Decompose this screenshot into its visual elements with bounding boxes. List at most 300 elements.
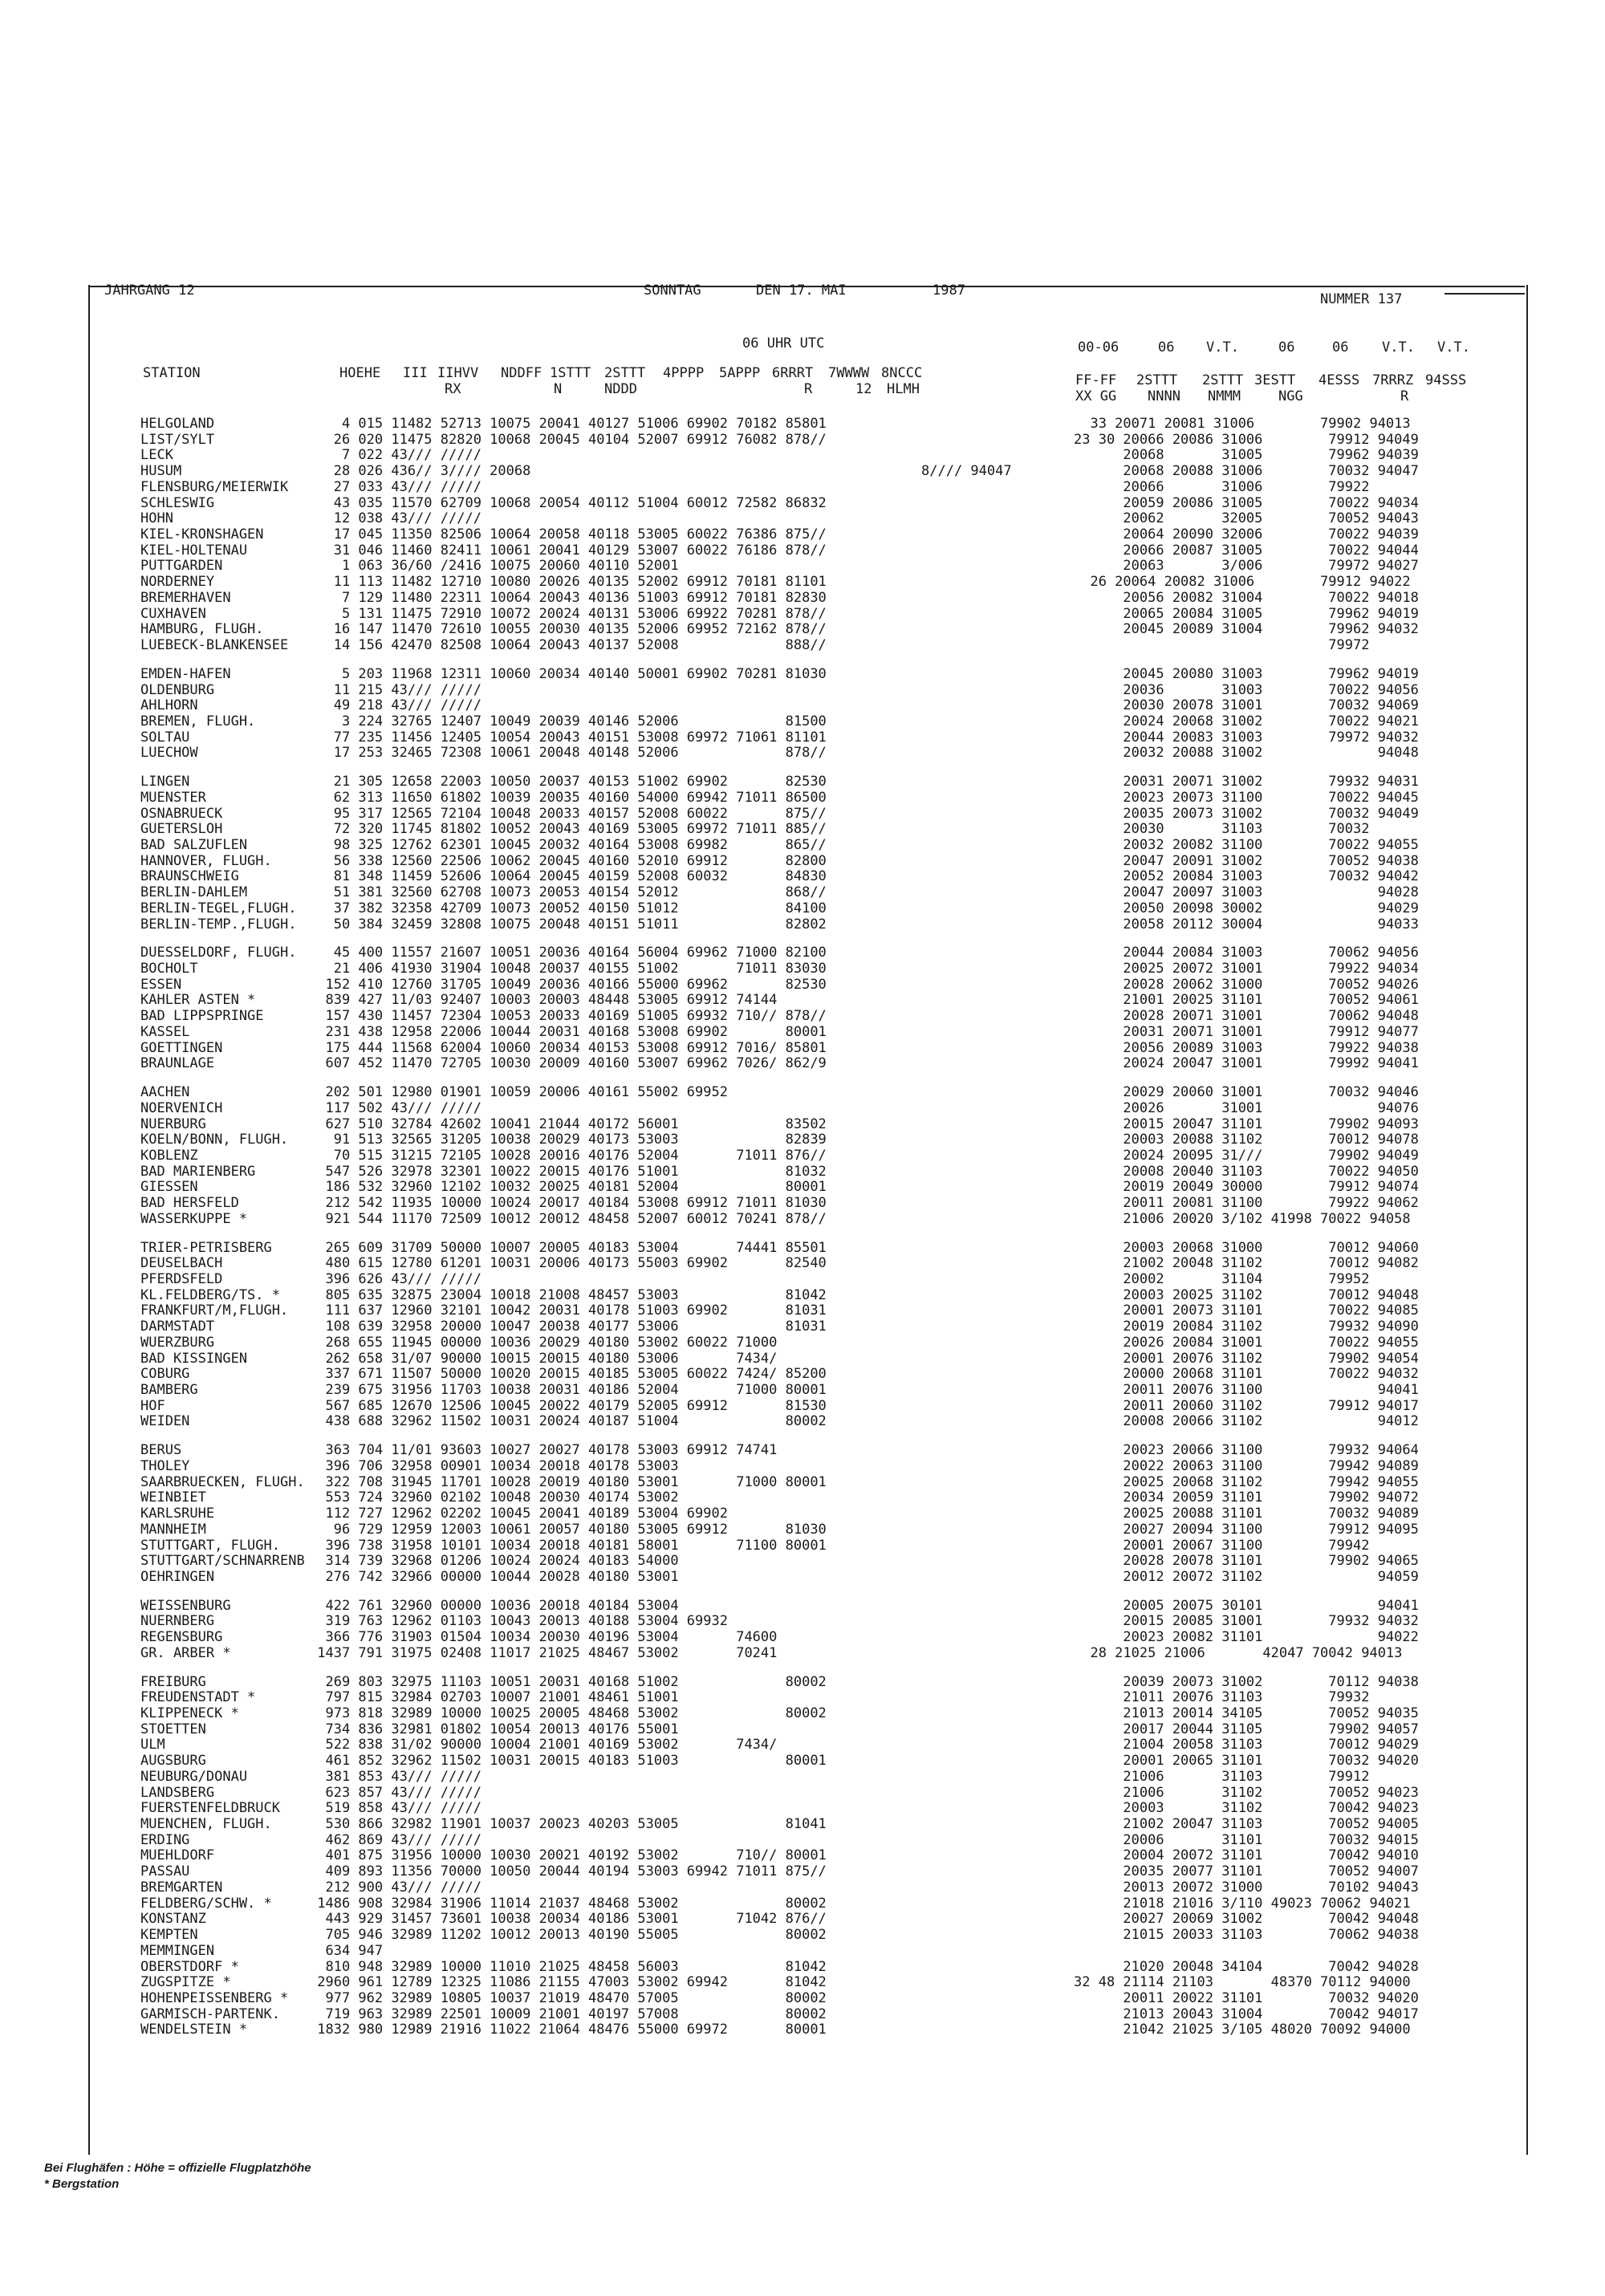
station-values: 27 033 43/// ///// xyxy=(309,478,482,495)
station-name: KEMPTEN xyxy=(140,1927,198,1944)
station-values-right: 20029 20060 31001 70032 94046 xyxy=(1074,1084,1419,1101)
station-name: HUSUM xyxy=(140,463,182,480)
station-values-right: 20059 20086 31005 70022 94034 xyxy=(1074,494,1419,511)
station-values-right: 21018 21016 3/110 49023 70062 94021 xyxy=(1074,1895,1411,1912)
col-94sss: 94SSS xyxy=(1425,372,1467,388)
col-xxgg: XX GG xyxy=(1075,388,1117,404)
station-values: 1437 791 31975 02408 11017 21025 48467 53002 70241 xyxy=(309,1644,778,1661)
station-values: 623 857 43/// ///// xyxy=(309,1784,482,1801)
station-values-right: 20066 31006 79922 xyxy=(1074,478,1370,495)
station-values-right: 20035 20077 31101 70052 94007 xyxy=(1074,1863,1419,1880)
station-values: 157 430 11457 72304 10053 20033 40169 51005 69932 710// 878// xyxy=(309,1008,827,1025)
year: 1987 xyxy=(933,282,965,299)
col-n: N xyxy=(554,381,563,397)
station-name: FRANKFURT/M,FLUGH. xyxy=(140,1302,289,1319)
station-values-right: 20024 20095 31/// 79902 94049 xyxy=(1074,1147,1419,1164)
station-name: REGENSBURG xyxy=(140,1629,223,1646)
station-name: THOLEY xyxy=(140,1457,190,1474)
station-values: 973 818 32989 10000 10025 20005 48468 53002 80002 xyxy=(309,1705,827,1721)
station-values-right: 21002 20048 31102 70012 94082 xyxy=(1074,1255,1419,1272)
station-values-right: 20062 32005 70052 94043 xyxy=(1074,510,1419,527)
station-values-right: 20028 20078 31101 79902 94065 xyxy=(1074,1553,1419,1570)
station-name: NUERNBERG xyxy=(140,1613,215,1630)
col-nnnn: NNNN xyxy=(1148,388,1180,404)
col-vt1: V.T. xyxy=(1206,339,1239,356)
station-values: 21 305 12658 22003 10050 20037 40153 51002 69902 82530 xyxy=(309,774,827,790)
col-iii: III xyxy=(403,365,428,381)
station-values-right: 20034 20059 31101 79902 94072 xyxy=(1074,1489,1419,1506)
station-name: GOETTINGEN xyxy=(140,1039,223,1056)
station-values-right: 20028 20062 31000 70052 94026 xyxy=(1074,976,1419,993)
col-7wwww: 7WWWW xyxy=(828,365,870,381)
col-nmmm: NMMM xyxy=(1208,388,1241,404)
station-name: BERLIN-DAHLEM xyxy=(140,884,248,901)
station-values-right: 21006 20020 3/102 41998 70022 94058 xyxy=(1074,1210,1411,1227)
station-values: 1 063 36/60 /2416 10075 20060 40110 52001 xyxy=(309,558,679,575)
station-values: 152 410 12760 31705 10049 20036 40166 55000 69962 82530 xyxy=(309,976,827,993)
station-values-right: 20015 20047 31101 79902 94093 xyxy=(1074,1115,1419,1132)
station-values-right: 20036 31003 70022 94056 xyxy=(1074,681,1419,698)
station-values-right: 20025 20088 31101 70032 94089 xyxy=(1074,1506,1419,1522)
station-values-right: 21011 20076 31103 79932 xyxy=(1074,1689,1370,1706)
station-values: 276 742 32966 00000 10044 20028 40180 53001 xyxy=(309,1568,679,1585)
station-values-right: 21004 20058 31103 70012 94029 xyxy=(1074,1737,1419,1753)
station-values-right: 20068 31005 79962 94039 xyxy=(1074,447,1419,464)
station-name: STOETTEN xyxy=(140,1721,206,1737)
station-name: GARMISCH-PARTENK. xyxy=(140,2005,280,2022)
station-name: MUENCHEN, FLUGH. xyxy=(140,1816,272,1833)
station-name: LANDSBERG xyxy=(140,1784,215,1801)
station-values: 396 738 31958 10101 10034 20018 40181 58001 71100 80001 xyxy=(309,1537,827,1554)
station-values-right: 20056 20082 31004 70022 94018 xyxy=(1074,589,1419,606)
station-values-right: 20003 20025 31102 70012 94048 xyxy=(1074,1286,1419,1303)
col-4pppp: 4PPPP xyxy=(663,365,705,381)
station-values: 530 866 32982 11901 10037 20023 40203 53005 81041 xyxy=(309,1816,827,1833)
station-values: 5 131 11475 72910 10072 20024 40131 53006 69922 70281 878// xyxy=(309,605,827,622)
station-name: SAARBRUECKEN, FLUGH. xyxy=(140,1473,305,1490)
station-values-right: 21006 31103 79912 xyxy=(1074,1768,1370,1785)
station-values-right: 20001 20076 31102 79902 94054 xyxy=(1074,1350,1419,1367)
station-values-right: 20030 31103 70032 xyxy=(1074,821,1370,838)
station-values: 7 022 43/// ///// xyxy=(309,447,482,464)
col-6rrrt: 6RRRT xyxy=(772,365,814,381)
station-name: BREMEN, FLUGH. xyxy=(140,713,256,729)
station-values-right: 20003 31102 70042 94023 xyxy=(1074,1800,1419,1817)
station-name: BAD MARIENBERG xyxy=(140,1163,256,1180)
station-values-right: 23 30 20066 20086 31006 79912 94049 xyxy=(1074,431,1419,448)
station-name: GR. ARBER * xyxy=(140,1644,231,1661)
station-name: HOHENPEISSENBERG * xyxy=(140,1989,289,2006)
station-name: BAD SALZUFLEN xyxy=(140,837,248,853)
station-name: SOLTAU xyxy=(140,729,190,746)
station-name: GUETERSLOH xyxy=(140,821,223,838)
station-name: KOELN/BONN, FLUGH. xyxy=(140,1132,289,1148)
station-values-right: 20006 31101 70032 94015 xyxy=(1074,1831,1419,1848)
station-values-extra: 8//// 94047 xyxy=(921,463,1012,480)
col-station: STATION xyxy=(143,365,201,381)
station-name: MANNHEIM xyxy=(140,1521,206,1538)
station-values: 17 045 11350 82506 10064 20058 40118 53005 60022 76386 875// xyxy=(309,526,827,543)
station-name: WENDELSTEIN * xyxy=(140,2022,248,2038)
station-values-right: 20024 20068 31002 70022 94021 xyxy=(1074,713,1419,729)
station-name: TRIER-PETRISBERG xyxy=(140,1239,272,1256)
station-name: NORDERNEY xyxy=(140,574,215,591)
col-iihvv: IIHVV xyxy=(437,365,479,381)
station-values-right: 20068 20088 31006 70032 94047 xyxy=(1074,463,1419,480)
station-name: COBURG xyxy=(140,1366,190,1383)
station-name: FUERSTENFELDBRUCK xyxy=(140,1800,280,1817)
station-name: LINGEN xyxy=(140,774,190,790)
station-values-right: 20064 20090 32006 70022 94039 xyxy=(1074,526,1419,543)
station-values: 96 729 12959 12003 10061 20057 40180 53005 69912 81030 xyxy=(309,1521,827,1538)
station-values: 14 156 42470 82508 10064 20043 40137 52008 888// xyxy=(309,637,827,654)
station-values: 567 685 12670 12506 10045 20022 40179 52005 69912 81530 xyxy=(309,1397,827,1414)
station-name: KLIPPENECK * xyxy=(140,1705,239,1721)
station-values: 16 147 11470 72610 10055 20030 40135 52006 69952 72162 878// xyxy=(309,621,827,638)
station-name: GIESSEN xyxy=(140,1179,198,1196)
station-name: ZUGSPITZE * xyxy=(140,1974,231,1991)
station-name: OSNABRUECK xyxy=(140,805,223,822)
station-name: HOHN xyxy=(140,510,173,527)
station-values-right: 20023 20073 31100 70022 94045 xyxy=(1074,789,1419,806)
station-values-right: 20015 20085 31001 79932 94032 xyxy=(1074,1613,1419,1630)
station-values: 43 035 11570 62709 10068 20054 40112 51004 60012 72582 86832 xyxy=(309,494,827,511)
station-values-right: 20032 20082 31100 70022 94055 xyxy=(1074,837,1419,853)
station-values: 1486 908 32984 31906 11014 21037 48468 53002 80002 xyxy=(309,1895,827,1912)
station-name: KAHLER ASTEN * xyxy=(140,992,256,1009)
col-00-06: 00-06 xyxy=(1078,339,1119,356)
station-values-right: 20011 20081 31100 79922 94062 xyxy=(1074,1195,1419,1212)
station-name: KOBLENZ xyxy=(140,1147,198,1164)
station-values: 26 020 11475 82820 10068 20045 40104 52007 69912 76082 878// xyxy=(309,431,827,448)
station-values: 462 869 43/// ///// xyxy=(309,1831,482,1848)
station-values: 438 688 32962 11502 10031 20024 40187 51004 80002 xyxy=(309,1413,827,1430)
station-values: 319 763 12962 01103 10043 20013 40188 53004 69932 xyxy=(309,1613,728,1630)
station-values-right: 20024 20047 31001 79992 94041 xyxy=(1074,1055,1419,1072)
station-values-right: 20052 20084 31003 70032 94042 xyxy=(1074,868,1419,885)
station-values-right: 20025 20068 31102 79942 94055 xyxy=(1074,1473,1419,1490)
station-values: 239 675 31956 11703 10038 20031 40186 52004 71000 80001 xyxy=(309,1382,827,1399)
station-name: MEMMINGEN xyxy=(140,1942,215,1959)
station-values: 212 900 43/// ///// xyxy=(309,1879,482,1896)
station-values-right: 79972 xyxy=(1074,637,1370,654)
station-name: KONSTANZ xyxy=(140,1911,206,1928)
station-values: 409 893 11356 70000 10050 20044 40194 53003 69942 71011 875// xyxy=(309,1863,827,1880)
station-values-right: 21020 20048 34104 70042 94028 xyxy=(1074,1958,1419,1975)
station-values: 202 501 12980 01901 10059 20006 40161 55002 69952 xyxy=(309,1084,728,1101)
station-values-right: 20065 20084 31005 79962 94019 xyxy=(1074,605,1419,622)
station-values: 12 038 43/// ///// xyxy=(309,510,482,527)
station-name: WASSERKUPPE * xyxy=(140,1210,248,1227)
station-name: BRAUNLAGE xyxy=(140,1055,215,1072)
issue-number: NUMMER 137 xyxy=(1320,291,1403,307)
station-name: BAD LIPPSPRINGE xyxy=(140,1008,264,1025)
station-values-right: 21001 20025 31101 70052 94061 xyxy=(1074,992,1419,1009)
station-values-right: 20031 20071 31002 79932 94031 xyxy=(1074,774,1419,790)
station-values-right: 20008 20040 31103 70022 94050 xyxy=(1074,1163,1419,1180)
station-values-right: 20008 20066 31102 94012 xyxy=(1074,1413,1419,1430)
station-values: 4 015 11482 52713 10075 20041 40127 51006 69902 70182 85801 xyxy=(309,416,827,432)
col-vt3: V.T. xyxy=(1437,339,1470,356)
station-values: 175 444 11568 62004 10060 20034 40153 53008 69912 7016/ 85801 xyxy=(309,1039,827,1056)
station-values-right: 20028 20071 31001 70062 94048 xyxy=(1074,1008,1419,1025)
station-values: 56 338 12560 22506 10062 20045 40160 52010 69912 82800 xyxy=(309,852,827,869)
station-values: 634 947 xyxy=(309,1942,384,1959)
station-values-right: 20003 20088 31102 70012 94078 xyxy=(1074,1132,1419,1148)
station-values: 734 836 32981 01802 10054 20013 40176 55001 xyxy=(309,1721,679,1737)
station-values: 72 320 11745 81802 10052 20043 40169 53005 69972 71011 885// xyxy=(309,821,827,838)
station-values-right: 20045 20080 31003 79962 94019 xyxy=(1074,665,1419,682)
station-values: 265 609 31709 50000 10007 20005 40183 53004 74441 85501 xyxy=(309,1239,827,1256)
station-name: NOERVENICH xyxy=(140,1099,223,1116)
col-2sttt: 2STTT xyxy=(604,365,646,381)
station-values-right: 20025 20072 31001 79922 94034 xyxy=(1074,961,1419,977)
station-values-right: 20032 20088 31002 94048 xyxy=(1074,745,1419,762)
station-values: 37 382 32358 42709 10073 20052 40150 51012 84100 xyxy=(309,900,827,916)
station-values: 322 708 31945 11701 10028 20019 40180 53001 71000 80001 xyxy=(309,1473,827,1490)
station-name: DUESSELDORF, FLUGH. xyxy=(140,945,297,961)
station-values: 269 803 32975 11103 10051 20031 40168 51002 80002 xyxy=(309,1673,827,1690)
station-values-right: 20011 20076 31100 94041 xyxy=(1074,1382,1419,1399)
station-values: 396 706 32958 00901 10034 20018 40178 53003 xyxy=(309,1457,679,1474)
station-values: 17 253 32465 72308 10061 20048 40148 52006 878// xyxy=(309,745,827,762)
station-values-right: 28 21025 21006 42047 70042 94013 xyxy=(1074,1644,1403,1661)
station-name: BAMBERG xyxy=(140,1382,198,1399)
station-values-right: 20001 20067 31100 79942 xyxy=(1074,1537,1370,1554)
station-name: EMDEN-HAFEN xyxy=(140,665,231,682)
station-values: 51 381 32560 62708 10073 20053 40154 52012 868// xyxy=(309,884,827,901)
col-r: R xyxy=(1400,388,1409,404)
station-name: PUTTGARDEN xyxy=(140,558,223,575)
station-values-right: 20027 20094 31100 79912 94095 xyxy=(1074,1521,1419,1538)
col-06a: 06 xyxy=(1158,339,1175,356)
col-hlmh: HLMH xyxy=(887,381,920,397)
station-name: PASSAU xyxy=(140,1863,190,1880)
station-values-right: 20000 20068 31101 70022 94032 xyxy=(1074,1366,1419,1383)
footnote-airports: Bei Flughäfen : Höhe = offizielle Flugplatzhöhe xyxy=(44,2161,311,2175)
station-name: ULM xyxy=(140,1737,165,1753)
station-values: 719 963 32989 22501 10009 21001 40197 57008 80002 xyxy=(309,2005,827,2022)
station-name: OBERSTDORF * xyxy=(140,1958,239,1975)
station-values-right: 20002 31104 79952 xyxy=(1074,1271,1370,1287)
station-name: BREMGARTEN xyxy=(140,1879,223,1896)
station-values: 627 510 32784 42602 10041 21044 40172 56001 83502 xyxy=(309,1115,827,1132)
station-name: LUECHOW xyxy=(140,745,198,762)
station-values: 443 929 31457 73601 10038 20034 40186 53001 71042 876// xyxy=(309,1911,827,1928)
station-values: 21 406 41930 31904 10048 20037 40155 51002 71011 83030 xyxy=(309,961,827,977)
station-name: MUEHLDORF xyxy=(140,1847,215,1864)
col-ngg: NGG xyxy=(1278,388,1303,404)
station-name: HAMBURG, FLUGH. xyxy=(140,621,264,638)
station-name: AHLHORN xyxy=(140,697,198,714)
station-name: AUGSBURG xyxy=(140,1753,206,1770)
station-name: BERLIN-TEGEL,FLUGH. xyxy=(140,900,297,916)
station-values-right: 26 20064 20082 31006 79912 94022 xyxy=(1074,574,1411,591)
station-values: 839 427 11/03 92407 10003 20003 48448 53005 69912 74144 xyxy=(309,992,778,1009)
station-values-right: 32 48 21114 21103 48370 70112 94000 xyxy=(1074,1974,1411,1991)
station-name: KIEL-HOLTENAU xyxy=(140,542,248,559)
station-values: 401 875 31956 10000 10030 20021 40192 53002 710// 80001 xyxy=(309,1847,827,1864)
station-values-right: 20031 20071 31001 79912 94077 xyxy=(1074,1023,1419,1040)
station-name: BREMERHAVEN xyxy=(140,589,231,606)
col-06c: 06 xyxy=(1332,339,1349,356)
station-name: SCHLESWIG xyxy=(140,494,215,511)
station-values-right: 21042 21025 3/105 48020 70092 94000 xyxy=(1074,2022,1411,2038)
station-values: 797 815 32984 02703 10007 21001 48461 51001 xyxy=(309,1689,679,1706)
station-values-right: 20063 3/006 79972 94027 xyxy=(1074,558,1419,575)
station-values: 607 452 11470 72705 10030 20009 40160 53007 69962 7026/ 862/9 xyxy=(309,1055,827,1072)
station-name: OEHRINGEN xyxy=(140,1568,215,1585)
station-values-right: 20023 20082 31101 94022 xyxy=(1074,1629,1419,1646)
station-values-right: 21006 31102 70052 94023 xyxy=(1074,1784,1419,1801)
station-name: DEUSELBACH xyxy=(140,1255,223,1272)
station-name: HOF xyxy=(140,1397,165,1414)
station-values: 108 639 32958 20000 10047 20038 40177 53006 81031 xyxy=(309,1319,827,1335)
station-values-right: 20013 20072 31000 70102 94043 xyxy=(1074,1879,1419,1896)
station-values: 522 838 31/02 90000 10004 21001 40169 53002 7434/ xyxy=(309,1737,778,1753)
station-name: STUTTGART/SCHNARRENB xyxy=(140,1553,305,1570)
station-values: 366 776 31903 01504 10034 20030 40196 53004 74600 xyxy=(309,1629,778,1646)
station-values: 5 203 11968 12311 10060 20034 40140 50001 69902 70281 81030 xyxy=(309,665,827,682)
station-values: 268 655 11945 00000 10036 20029 40180 53002 60022 71000 xyxy=(309,1334,778,1351)
station-values-right: 21013 20043 31004 70042 94017 xyxy=(1074,2005,1419,2022)
station-name: KL.FELDBERG/TS. * xyxy=(140,1286,280,1303)
station-name: FLENSBURG/MEIERWIK xyxy=(140,478,289,495)
station-values-right: 21002 20047 31103 70052 94005 xyxy=(1074,1816,1419,1833)
station-values-right: 20056 20089 31003 79922 94038 xyxy=(1074,1039,1419,1056)
station-values: 337 671 11507 50000 10020 20015 40185 53005 60022 7424/ 85200 xyxy=(309,1366,827,1383)
station-values: 519 858 43/// ///// xyxy=(309,1800,482,1817)
station-values: 2960 961 12789 12325 11086 21155 47003 53002 69942 81042 xyxy=(309,1974,827,1991)
station-name: AACHEN xyxy=(140,1084,190,1101)
col-7rrrz: 7RRRZ xyxy=(1372,372,1414,388)
station-name: BERLIN-TEMP.,FLUGH. xyxy=(140,916,297,933)
station-name: PFERDSFELD xyxy=(140,1271,223,1287)
station-values: 112 727 12962 02202 10045 20041 40189 53004 69902 xyxy=(309,1506,728,1522)
station-name: BAD KISSINGEN xyxy=(140,1350,248,1367)
station-values-right: 20017 20044 31105 79902 94057 xyxy=(1074,1721,1419,1737)
station-name: OLDENBURG xyxy=(140,681,215,698)
station-values-right: 20044 20083 31003 79972 94032 xyxy=(1074,729,1419,746)
station-values-right: 21013 20014 34105 70052 94035 xyxy=(1074,1705,1419,1721)
station-values: 977 962 32989 10805 10037 21019 48470 57005 80002 xyxy=(309,1989,827,2006)
station-values: 810 948 32989 10000 11010 21025 48458 56003 81042 xyxy=(309,1958,827,1975)
station-values: 11 215 43/// ///// xyxy=(309,681,482,698)
station-values: 95 317 12565 72104 10048 20033 40157 52008 60022 875// xyxy=(309,805,827,822)
station-name: BRAUNSCHWEIG xyxy=(140,868,239,885)
station-values-right: 20066 20087 31005 70022 94044 xyxy=(1074,542,1419,559)
station-values: 117 502 43/// ///// xyxy=(309,1099,482,1116)
station-values: 28 026 436// 3//// 20068 xyxy=(309,463,531,480)
station-values-right: 33 20071 20081 31006 79902 94013 xyxy=(1074,416,1411,432)
station-name: KIEL-KRONSHAGEN xyxy=(140,526,264,543)
footnote-mountain: * Bergstation xyxy=(44,2177,120,2191)
station-values-right: 20030 20078 31001 70032 94069 xyxy=(1074,697,1419,714)
station-values-right: 20004 20072 31101 70042 94010 xyxy=(1074,1847,1419,1864)
station-name: HELGOLAND xyxy=(140,416,215,432)
station-name: KARLSRUHE xyxy=(140,1506,215,1522)
station-name: MUENSTER xyxy=(140,789,206,806)
station-name: NEUBURG/DONAU xyxy=(140,1768,248,1785)
station-values: 422 761 32960 00000 10036 20018 40184 53004 xyxy=(309,1597,679,1614)
station-values-right: 20005 20075 30101 94041 xyxy=(1074,1597,1419,1614)
station-name: FELDBERG/SCHW. * xyxy=(140,1895,272,1912)
station-values: 921 544 11170 72509 10012 20012 48458 52007 60012 70241 878// xyxy=(309,1210,827,1227)
station-values: 70 515 31215 72105 10028 20016 40176 52004 71011 876// xyxy=(309,1147,827,1164)
col-5appp: 5APPP xyxy=(719,365,761,381)
station-values-right: 21015 20033 31103 70062 94038 xyxy=(1074,1927,1419,1944)
station-values: 805 635 32875 23004 10018 21008 48457 53003 81042 xyxy=(309,1286,827,1303)
station-name: ERDING xyxy=(140,1831,190,1848)
col-1sttt: 1STTT xyxy=(550,365,591,381)
station-values: 81 348 11459 52606 10064 20045 40159 52008 60032 84830 xyxy=(309,868,827,885)
station-values-right: 20019 20049 30000 79912 94074 xyxy=(1074,1179,1419,1196)
col-4esss: 4ESSS xyxy=(1319,372,1360,388)
col-vt2: V.T. xyxy=(1382,339,1415,356)
station-values: 231 438 12958 22006 10044 20031 40168 53008 69902 80001 xyxy=(309,1023,827,1040)
station-values-right: 20044 20084 31003 70062 94056 xyxy=(1074,945,1419,961)
col-7w12: 12 xyxy=(855,381,872,397)
station-name: STUTTGART, FLUGH. xyxy=(140,1537,280,1554)
station-name: NUERBURG xyxy=(140,1115,206,1132)
station-name: BOCHOLT xyxy=(140,961,198,977)
station-values-right: 20012 20072 31102 94059 xyxy=(1074,1568,1419,1585)
station-values: 1832 980 12989 21916 11022 21064 48476 55000 69972 80001 xyxy=(309,2022,827,2038)
station-name: BERUS xyxy=(140,1442,182,1459)
station-values-right: 20023 20066 31100 79932 94064 xyxy=(1074,1442,1419,1459)
station-values: 363 704 11/01 93603 10027 20027 40178 53003 69912 74741 xyxy=(309,1442,778,1459)
station-name: LUEBECK-BLANKENSEE xyxy=(140,637,289,654)
station-values: 77 235 11456 12405 10054 20043 40151 53008 69972 71061 81101 xyxy=(309,729,827,746)
station-name: WUERZBURG xyxy=(140,1334,215,1351)
col-nddff: NDDFF xyxy=(501,365,542,381)
station-values-right: 20047 20097 31003 94028 xyxy=(1074,884,1419,901)
station-name: FREUDENSTADT * xyxy=(140,1689,256,1706)
station-values-right: 20047 20091 31002 70052 94038 xyxy=(1074,852,1419,869)
station-name: LIST/SYLT xyxy=(140,431,215,448)
station-values-right: 20039 20073 31002 70112 94038 xyxy=(1074,1673,1419,1690)
station-values: 91 513 32565 31205 10038 20029 40173 53003 82839 xyxy=(309,1132,827,1148)
station-values-right: 20003 20068 31000 70012 94060 xyxy=(1074,1239,1419,1256)
station-values: 314 739 32968 01206 10024 20024 40183 54000 xyxy=(309,1553,679,1570)
station-values: 49 218 43/// ///// xyxy=(309,697,482,714)
station-values: 480 615 12780 61201 10031 20006 40173 55003 69902 82540 xyxy=(309,1255,827,1272)
station-name: FREIBURG xyxy=(140,1673,206,1690)
jahrgang: JAHRGANG 12 xyxy=(104,282,195,299)
col-06b: 06 xyxy=(1278,339,1295,356)
station-values-right: 20011 20022 31101 70032 94020 xyxy=(1074,1989,1419,2006)
date: DEN 17. MAI xyxy=(756,282,847,299)
col-rx: RX xyxy=(445,381,461,397)
station-values: 547 526 32978 32301 10022 20015 40176 51001 81032 xyxy=(309,1163,827,1180)
station-values: 62 313 11650 61802 10039 20035 40160 54000 69942 71011 86500 xyxy=(309,789,827,806)
station-values: 31 046 11460 82411 10061 20041 40129 53007 60022 76186 878// xyxy=(309,542,827,559)
station-values-right: 20019 20084 31102 79932 94090 xyxy=(1074,1319,1419,1335)
station-values-right: 20035 20073 31002 70032 94049 xyxy=(1074,805,1419,822)
station-name: LECK xyxy=(140,447,173,464)
station-values: 186 532 32960 12102 10032 20025 40181 52004 80001 xyxy=(309,1179,827,1196)
station-values-right: 20045 20089 31004 79962 94032 xyxy=(1074,621,1419,638)
station-values: 50 384 32459 32808 10075 20048 40151 51011 82802 xyxy=(309,916,827,933)
station-name: KASSEL xyxy=(140,1023,190,1040)
station-name: BAD HERSFELD xyxy=(140,1195,239,1212)
station-values: 262 658 31/07 90000 10015 20015 40180 53006 7434/ xyxy=(309,1350,778,1367)
col-8nccc: 8NCCC xyxy=(881,365,923,381)
station-values: 553 724 32960 02102 10048 20030 40174 53002 xyxy=(309,1489,679,1506)
station-name: WEISSENBURG xyxy=(140,1597,231,1614)
station-values-right: 20022 20063 31100 79942 94089 xyxy=(1074,1457,1419,1474)
station-values: 3 224 32765 12407 10049 20039 40146 52006 81500 xyxy=(309,713,827,729)
